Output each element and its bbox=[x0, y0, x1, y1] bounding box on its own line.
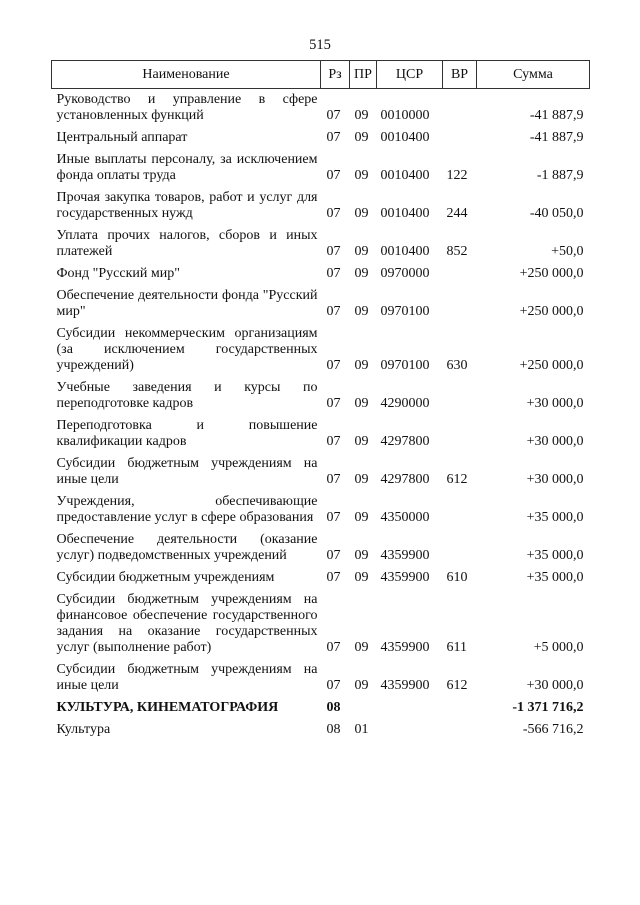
table-row bbox=[52, 567, 590, 589]
table-row bbox=[52, 719, 590, 741]
cell-pr: 09 bbox=[354, 168, 369, 183]
cell-rz: 07 bbox=[326, 548, 341, 563]
cell-name: Фонд "Русский мир" bbox=[56, 266, 180, 281]
cell-csr: 4297800 bbox=[380, 472, 430, 487]
table-row bbox=[52, 415, 590, 453]
cell-sum: +30 000,0 bbox=[526, 678, 584, 693]
cell-vr bbox=[443, 127, 477, 149]
table-row bbox=[52, 127, 590, 149]
cell-csr: 0970100 bbox=[380, 304, 430, 319]
cell-pr: 09 bbox=[354, 130, 369, 145]
cell-sum: +30 000,0 bbox=[526, 472, 584, 487]
cell-sum: -1 887,9 bbox=[536, 168, 584, 183]
table-row bbox=[52, 149, 590, 187]
cell-csr: 0010400 bbox=[380, 168, 430, 183]
cell-vr bbox=[443, 377, 477, 415]
cell-pr: 09 bbox=[354, 266, 369, 281]
header-csr: ЦСР bbox=[377, 61, 443, 89]
cell-rz: 07 bbox=[326, 206, 341, 221]
cell-vr bbox=[443, 491, 477, 529]
cell-sum: -41 887,9 bbox=[529, 108, 584, 123]
cell-rz: 08 bbox=[326, 722, 341, 737]
cell-rz: 07 bbox=[326, 304, 341, 319]
cell-name: Прочая закупка товаров, работ и услуг для государственных нужд bbox=[56, 190, 318, 221]
cell-name: Культура bbox=[56, 722, 111, 737]
cell-sum: +50,0 bbox=[551, 244, 584, 259]
cell-sum: +35 000,0 bbox=[526, 548, 584, 563]
cell-sum: +30 000,0 bbox=[526, 434, 584, 449]
cell-csr: 0010400 bbox=[380, 244, 430, 259]
cell-sum: +35 000,0 bbox=[526, 570, 584, 585]
cell-vr bbox=[443, 697, 477, 719]
header-vr: ВР bbox=[443, 61, 477, 89]
cell-name: Субсидии бюджетным учреждениям на финансовое обеспечение государственного задания на оказание государственных услуг (выполнение работ) bbox=[56, 592, 318, 655]
table-row bbox=[52, 491, 590, 529]
cell-rz: 07 bbox=[326, 640, 341, 655]
cell-sum: -41 887,9 bbox=[529, 130, 584, 145]
header-sum: Сумма bbox=[477, 61, 590, 89]
cell-csr: 0010400 bbox=[380, 206, 430, 221]
table-row bbox=[52, 323, 590, 377]
cell-name: Переподготовка и повышение квалификации кадров bbox=[56, 418, 318, 449]
cell-name: Обеспечение деятельности (оказание услуг) подведомственных учреждений bbox=[56, 532, 318, 563]
cell-csr: 4290000 bbox=[380, 396, 430, 411]
cell-rz: 07 bbox=[326, 678, 341, 693]
cell-sum: +5 000,0 bbox=[533, 640, 584, 655]
cell-vr: 612 bbox=[446, 472, 468, 487]
cell-pr: 01 bbox=[354, 722, 369, 737]
cell-rz: 07 bbox=[326, 244, 341, 259]
cell-name: Субсидии бюджетным учреждениям на иные цели bbox=[56, 662, 318, 693]
cell-rz: 07 bbox=[326, 570, 341, 585]
cell-sum: +250 000,0 bbox=[519, 358, 584, 373]
cell-vr bbox=[443, 263, 477, 285]
cell-vr bbox=[443, 415, 477, 453]
cell-csr: 0010000 bbox=[380, 108, 430, 123]
cell-rz: 07 bbox=[326, 108, 341, 123]
cell-vr: 630 bbox=[446, 358, 468, 373]
cell-pr: 09 bbox=[354, 304, 369, 319]
table-header-row bbox=[52, 61, 590, 89]
cell-name: Субсидии бюджетным учреждениям bbox=[56, 570, 275, 585]
cell-vr: 610 bbox=[446, 570, 468, 585]
table-row bbox=[52, 285, 590, 323]
cell-csr bbox=[377, 697, 443, 719]
cell-csr: 4359900 bbox=[380, 570, 430, 585]
cell-pr: 09 bbox=[354, 434, 369, 449]
table-row bbox=[52, 225, 590, 263]
cell-vr: 244 bbox=[446, 206, 468, 221]
cell-pr: 09 bbox=[354, 472, 369, 487]
table-row bbox=[52, 263, 590, 285]
page-number: 515 bbox=[309, 37, 331, 53]
cell-csr: 4350000 bbox=[380, 510, 430, 525]
cell-vr bbox=[443, 719, 477, 741]
table-row bbox=[52, 187, 590, 225]
cell-name: Уплата прочих налогов, сборов и иных платежей bbox=[56, 228, 318, 259]
cell-rz: 07 bbox=[326, 472, 341, 487]
cell-pr: 09 bbox=[354, 206, 369, 221]
table-row bbox=[52, 529, 590, 567]
cell-pr: 09 bbox=[354, 640, 369, 655]
cell-csr: 4359900 bbox=[380, 548, 430, 563]
cell-sum: -1 371 716,2 bbox=[512, 700, 584, 715]
cell-vr bbox=[443, 285, 477, 323]
cell-rz: 07 bbox=[326, 130, 341, 145]
header-name: Наименование bbox=[52, 61, 321, 89]
cell-rz: 07 bbox=[326, 358, 341, 373]
cell-sum: -566 716,2 bbox=[522, 722, 584, 737]
table-body bbox=[52, 89, 590, 742]
cell-name: Руководство и управление в сфере установленных функций bbox=[56, 92, 318, 123]
cell-name: Субсидии бюджетным учреждениям на иные цели bbox=[56, 456, 318, 487]
cell-rz: 07 bbox=[326, 396, 341, 411]
cell-csr: 0010400 bbox=[380, 130, 430, 145]
table-row bbox=[52, 659, 590, 697]
budget-table bbox=[51, 60, 590, 741]
cell-vr: 852 bbox=[446, 244, 468, 259]
cell-csr: 0970100 bbox=[380, 358, 430, 373]
cell-rz: 07 bbox=[326, 510, 341, 525]
cell-pr: 09 bbox=[354, 548, 369, 563]
header-rz: Рз bbox=[321, 61, 350, 89]
cell-name: Субсидии некоммерческим организациям (за исключением государственных учреждений) bbox=[56, 326, 318, 373]
cell-rz: 07 bbox=[326, 168, 341, 183]
cell-pr: 09 bbox=[354, 678, 369, 693]
cell-sum: +250 000,0 bbox=[519, 266, 584, 281]
cell-name: Иные выплаты персоналу, за исключением фонда оплаты труда bbox=[56, 152, 318, 183]
cell-csr bbox=[377, 719, 443, 741]
cell-pr: 09 bbox=[354, 570, 369, 585]
table-row bbox=[52, 453, 590, 491]
cell-vr: 611 bbox=[446, 640, 467, 655]
cell-name: Учебные заведения и курсы по переподготовке кадров bbox=[56, 380, 318, 411]
cell-csr: 0970000 bbox=[380, 266, 430, 281]
cell-pr: 09 bbox=[354, 358, 369, 373]
cell-pr: 09 bbox=[354, 108, 369, 123]
header-pr: ПР bbox=[350, 61, 377, 89]
table-row bbox=[52, 589, 590, 659]
table-row bbox=[52, 377, 590, 415]
cell-sum: +250 000,0 bbox=[519, 304, 584, 319]
cell-sum: +35 000,0 bbox=[526, 510, 584, 525]
cell-csr: 4359900 bbox=[380, 678, 430, 693]
cell-rz: 07 bbox=[326, 266, 341, 281]
cell-pr bbox=[350, 697, 377, 719]
cell-csr: 4359900 bbox=[380, 640, 430, 655]
cell-name: Обеспечение деятельности фонда "Русский мир" bbox=[56, 288, 318, 319]
table-row bbox=[52, 89, 590, 128]
cell-pr: 09 bbox=[354, 244, 369, 259]
cell-name: Учреждения, обеспечивающие предоставление услуг в сфере образования bbox=[56, 494, 318, 525]
cell-sum: +30 000,0 bbox=[526, 396, 584, 411]
section-row bbox=[52, 697, 590, 719]
cell-rz: 07 bbox=[326, 434, 341, 449]
cell-pr: 09 bbox=[354, 510, 369, 525]
cell-rz: 08 bbox=[326, 700, 341, 715]
cell-vr: 612 bbox=[446, 678, 468, 693]
cell-csr: 4297800 bbox=[380, 434, 430, 449]
cell-pr: 09 bbox=[354, 396, 369, 411]
cell-vr bbox=[443, 529, 477, 567]
cell-sum: -40 050,0 bbox=[529, 206, 584, 221]
cell-name: КУЛЬТУРА, КИНЕМАТОГРАФИЯ bbox=[56, 700, 279, 715]
cell-vr: 122 bbox=[446, 168, 468, 183]
cell-vr bbox=[443, 89, 477, 128]
cell-name: Центральный аппарат bbox=[56, 130, 188, 145]
